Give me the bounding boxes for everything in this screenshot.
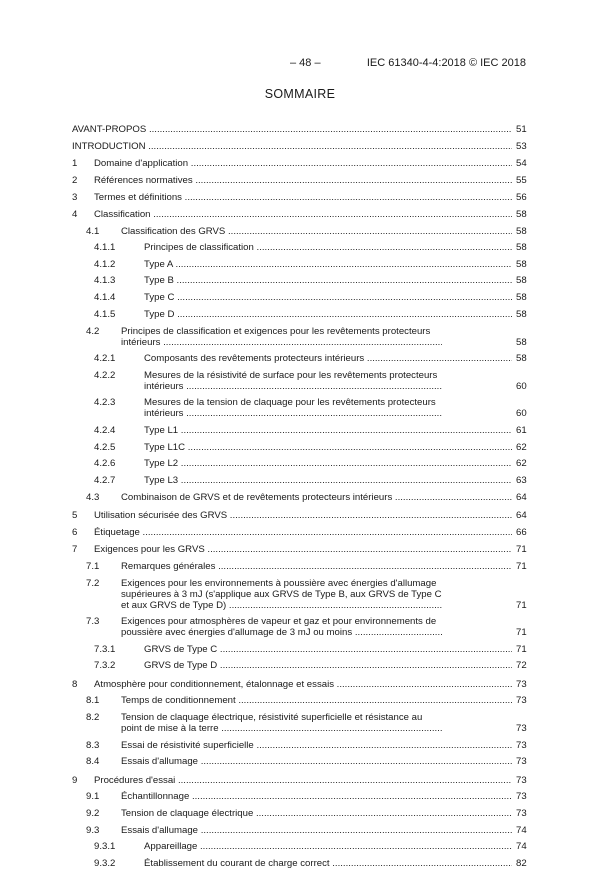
toc-title-line: Exigences pour les environnements à poussière avec énergies d'allumage	[121, 577, 437, 589]
toc-page-number: 73	[516, 808, 530, 819]
toc-page-number: 63	[516, 475, 530, 486]
toc-entry[interactable]	[0, 775, 600, 786]
toc-number: 6	[72, 527, 78, 539]
toc-entry[interactable]	[0, 397, 600, 419]
toc-title-line: intérieurs .....	[144, 381, 442, 392]
toc-number: 9.1	[86, 791, 100, 803]
toc-number: 8	[72, 678, 78, 690]
toc-entry[interactable]	[0, 209, 600, 220]
toc-page-number: 58	[516, 242, 530, 253]
toc-page-number: 61	[516, 425, 530, 436]
toc-entry[interactable]	[0, 309, 600, 320]
toc-title: Références normatives .....	[94, 175, 512, 186]
toc-title: Combinaison de GRVS et de revêtements protecteurs intérieurs .....	[121, 492, 512, 503]
toc-title-line: Principes de classification et exigences pour les revêtements protecteurs	[121, 325, 431, 337]
page-header	[0, 57, 600, 71]
toc-title-line: point de mise à la terre .....	[121, 723, 442, 734]
toc-entry[interactable]	[0, 740, 600, 751]
toc-page-number: 55	[516, 175, 530, 186]
toc-number: 4.1.1	[94, 242, 116, 254]
toc-page-number: 58	[516, 209, 530, 220]
toc-entry[interactable]	[0, 544, 600, 555]
toc-page-number: 74	[516, 825, 530, 836]
toc-entry[interactable]	[0, 825, 600, 836]
toc-page-number: 73	[516, 723, 530, 734]
toc-number: 3	[72, 192, 78, 203]
toc-number: 7.3	[86, 616, 100, 628]
toc-title: Type L1 .....	[144, 425, 512, 436]
toc-entry[interactable]	[0, 527, 600, 538]
toc-entry[interactable]	[0, 616, 600, 638]
toc-number: 2	[72, 175, 78, 186]
toc-number: 4.1.4	[94, 292, 116, 303]
toc-entry[interactable]	[0, 242, 600, 253]
toc-title: Type L3 .....	[144, 475, 512, 486]
toc-page-number: 73	[516, 775, 530, 786]
toc-number: 4.1	[86, 225, 100, 237]
toc-number: 7.1	[86, 560, 100, 572]
toc-title: Exigences pour les GRVS .....	[94, 544, 512, 555]
toc-page-number: 53	[516, 141, 530, 152]
toc-number: 9.3.1	[94, 841, 116, 853]
toc-title: Utilisation sécurisée des GRVS .....	[94, 510, 512, 521]
standard-reference: IEC 61340-4-4:2018 © IEC 2018	[366, 57, 526, 69]
toc-entry[interactable]	[0, 226, 600, 237]
toc-title: GRVS de Type C .....	[144, 644, 512, 655]
page-number: – 48 –	[290, 57, 321, 69]
toc-entry[interactable]	[0, 292, 600, 303]
toc-title: Procédures d'essai .....	[94, 775, 512, 786]
toc-number: 4.2.4	[94, 425, 116, 436]
toc-number: 7.3.1	[94, 643, 116, 655]
toc-title: GRVS de Type D .....	[144, 660, 512, 671]
toc-page-number: 62	[516, 458, 530, 469]
toc-title: Établissement du courant de charge correct .....	[144, 858, 512, 869]
toc-entry[interactable]	[0, 158, 600, 169]
toc-number: 5	[72, 510, 78, 522]
toc-entry[interactable]	[0, 442, 600, 453]
toc-title: Type B .....	[144, 275, 512, 286]
toc-entry[interactable]	[0, 660, 600, 671]
toc-entry[interactable]	[0, 141, 600, 152]
toc-page-number: 58	[516, 337, 530, 348]
toc-number: 4	[72, 209, 78, 220]
toc-entry[interactable]	[0, 695, 600, 706]
toc-title: Atmosphère pour conditionnement, étalonnage et essais .....	[94, 679, 512, 690]
toc-title: Type L2 .....	[144, 458, 512, 469]
toc-entry[interactable]	[0, 458, 600, 469]
toc-title: Appareillage .....	[144, 841, 512, 852]
toc-page-number: 58	[516, 259, 530, 270]
toc-entry[interactable]	[0, 370, 600, 392]
toc-entry[interactable]	[0, 644, 600, 655]
toc-number: 4.2.6	[94, 458, 116, 470]
toc-page-number: 58	[516, 353, 530, 364]
toc-title: Classification des GRVS .....	[121, 226, 512, 237]
toc-title: Échantillonnage .....	[121, 791, 512, 802]
toc-page-number: 51	[516, 124, 530, 135]
toc-title	[121, 712, 442, 734]
toc-entry[interactable]	[0, 791, 600, 802]
toc-entry[interactable]	[0, 475, 600, 486]
toc-title-line: supérieures à 3 mJ (s'applique aux GRVS de Type B, aux GRVS de Type C	[121, 588, 442, 600]
toc-title: Principes de classification .....	[144, 242, 512, 253]
toc-title-line: Exigences pour atmosphères de vapeur et gaz et pour environnements de	[121, 616, 437, 628]
toc-entry[interactable]	[0, 808, 600, 819]
toc-title: Tension de claquage électrique .....	[121, 808, 512, 819]
toc-entry[interactable]	[0, 510, 600, 521]
toc-entry[interactable]	[0, 259, 600, 270]
toc-entry[interactable]	[0, 712, 600, 734]
toc-number: 4.2	[86, 325, 100, 337]
toc-title: Type D .....	[144, 309, 512, 320]
toc-title: Domaine d'application .....	[94, 158, 512, 169]
toc-number: 9.3	[86, 824, 100, 836]
toc-title-line: intérieurs .....	[121, 337, 442, 348]
toc-title: Essais d'allumage .....	[121, 825, 512, 836]
toc-title: Composants des revêtements protecteurs intérieurs .....	[144, 353, 512, 364]
toc-number: 8.2	[86, 712, 100, 723]
toc-entry[interactable]	[0, 679, 600, 690]
toc-title: Essais d'allumage .....	[121, 756, 512, 767]
toc-number: 4.2.7	[94, 474, 116, 486]
toc-page-number: 74	[516, 841, 530, 852]
toc-page-number: 73	[516, 756, 530, 767]
toc-title-line: Mesures de la résistivité de surface pour les revêtements protecteurs	[144, 369, 438, 381]
toc-page-number: 73	[516, 791, 530, 802]
toc-title: Essai de résistivité superficielle .....	[121, 740, 512, 751]
toc-number: 7	[72, 544, 78, 556]
toc-number: 4.1.5	[94, 308, 116, 320]
toc-page-number: 58	[516, 292, 530, 303]
toc-entry[interactable]	[0, 353, 600, 364]
page-title: SOMMAIRE	[264, 87, 336, 101]
toc-entry[interactable]	[0, 175, 600, 186]
toc-number: 9.3.2	[94, 857, 116, 869]
toc-number: 1	[72, 158, 78, 169]
toc-page-number: 82	[516, 858, 530, 869]
toc-title: Classification .....	[94, 209, 512, 220]
toc-number: 4.2.2	[94, 369, 116, 381]
toc-title-line: poussière avec énergies d'allumage de 3 mJ ou moins .....	[121, 627, 442, 638]
toc-title: Type L1C .....	[144, 442, 512, 453]
toc-title	[121, 326, 442, 348]
toc-number: 9	[72, 774, 78, 786]
toc-number: 4.1.2	[94, 258, 116, 270]
toc-page-number: 64	[516, 492, 530, 503]
toc-number: 8.4	[86, 756, 100, 768]
toc-number: 7.3.2	[94, 660, 116, 672]
toc-entry[interactable]	[0, 124, 600, 135]
toc-page-number: 71	[516, 627, 530, 638]
toc-entry[interactable]	[0, 578, 600, 611]
toc-number: 4.3	[86, 491, 100, 503]
toc-number: 7.2	[86, 577, 100, 589]
toc-entry[interactable]	[0, 425, 600, 436]
toc-page-number: 56	[516, 192, 530, 203]
toc-entry[interactable]	[0, 841, 600, 852]
toc-entry[interactable]	[0, 756, 600, 767]
toc-entry[interactable]	[0, 326, 600, 348]
toc-number: 4.2.1	[94, 353, 116, 365]
toc-title: Temps de conditionnement .....	[121, 695, 512, 706]
toc-page-number: 58	[516, 226, 530, 237]
toc-entry[interactable]	[0, 858, 600, 869]
toc-page-number: 71	[516, 544, 530, 555]
toc-page-number: 54	[516, 158, 530, 169]
toc-page-number: 62	[516, 442, 530, 453]
toc-page-number: 73	[516, 695, 530, 706]
toc-title-line: intérieurs .....	[144, 408, 442, 419]
toc-title: INTRODUCTION .....	[72, 141, 512, 152]
toc-title: Type A .....	[144, 259, 512, 270]
toc-title	[121, 578, 442, 611]
toc-title: Étiquetage .....	[94, 527, 512, 538]
toc-page-number: 71	[516, 561, 530, 572]
toc-page-number: 73	[516, 679, 530, 690]
toc-entry[interactable]	[0, 492, 600, 503]
toc-number: 8.3	[86, 739, 100, 751]
toc-title	[144, 397, 442, 419]
toc-page-number: 58	[516, 309, 530, 320]
toc-title	[144, 370, 442, 392]
toc-title	[121, 616, 442, 638]
toc-page-number: 71	[516, 600, 530, 611]
toc-title: AVANT-PROPOS .....	[72, 124, 512, 135]
toc-title-line: Mesures de la tension de claquage pour les revêtements protecteurs	[144, 397, 436, 409]
toc-page-number: 72	[516, 660, 530, 671]
toc-page-number: 71	[516, 644, 530, 655]
toc-number: 4.2.3	[94, 397, 116, 409]
toc-title: Remarques générales .....	[121, 561, 512, 572]
toc-title: Termes et définitions .....	[94, 192, 512, 203]
toc-title-line: et aux GRVS de Type D) .....	[121, 600, 442, 611]
toc-entry[interactable]	[0, 561, 600, 572]
toc-page-number: 58	[516, 275, 530, 286]
toc-page-number: 64	[516, 510, 530, 521]
toc-title-line: Tension de claquage électrique, résistivité superficielle et résistance au	[121, 712, 423, 723]
toc-page-number: 66	[516, 527, 530, 538]
toc-page-number: 60	[516, 381, 530, 392]
toc-number: 9.2	[86, 807, 100, 819]
toc-entry[interactable]	[0, 275, 600, 286]
toc-number: 4.2.5	[94, 441, 116, 453]
toc-entry[interactable]	[0, 192, 600, 203]
toc-number: 4.1.3	[94, 275, 116, 287]
toc-page-number: 60	[516, 408, 530, 419]
toc-number: 8.1	[86, 695, 100, 707]
toc-title: Type C .....	[144, 292, 512, 303]
toc-page-number: 73	[516, 740, 530, 751]
